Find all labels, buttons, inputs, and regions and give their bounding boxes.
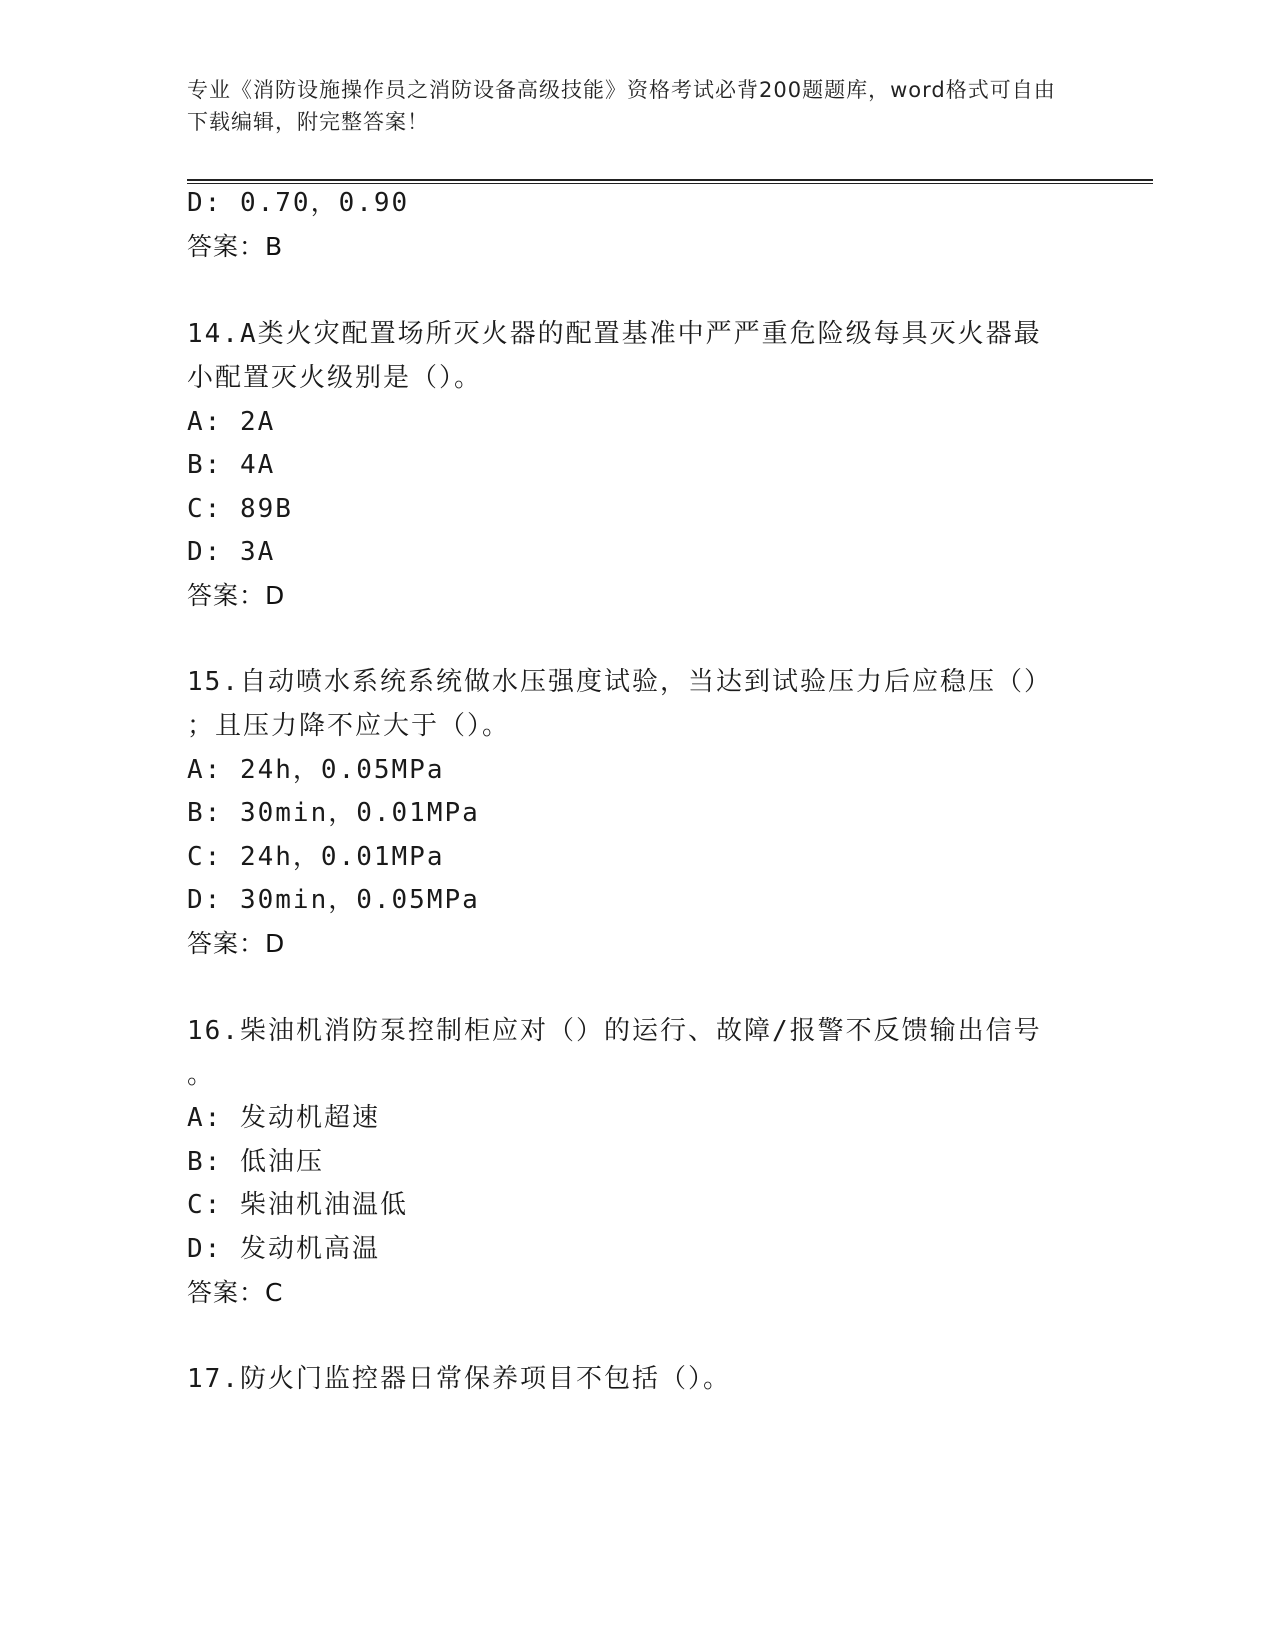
- q14-option-d: D: 3A: [187, 537, 276, 567]
- header-rule-thick: [187, 179, 1153, 181]
- q14-answer: 答案：D: [187, 581, 286, 610]
- q14-option-a: A: 2A: [187, 407, 276, 437]
- q16-option-c: C: 柴油机油温低: [187, 1190, 408, 1220]
- q16-option-a: A: 发动机超速: [187, 1103, 380, 1133]
- prev-option-d: D: 0.70，0.90: [187, 188, 410, 218]
- document-header: 专业《消防设施操作员之消防设备高级技能》资格考试必背200题题库，word格式可自由下载编辑，附完整答案！: [187, 78, 1056, 134]
- q14-stem-line1: 14.A类火灾配置场所灭火器的配置基准中严严重危险级每具灭火器最: [187, 319, 1042, 349]
- q14-option-b: B: 4A: [187, 450, 276, 480]
- q16-stem-line1: 16.柴油机消防泵控制柜应对（）的运行、故障/报警不反馈输出信号: [187, 1016, 1042, 1046]
- q15-stem-line1: 15.自动喷水系统系统做水压强度试验，当达到试验压力后应稳压（）: [187, 667, 1052, 697]
- q14-stem-line2: 小配置灭火级别是（）。: [187, 363, 483, 393]
- q15-stem-line2: ；且压力降不应大于（）。: [187, 711, 511, 741]
- q16-stem-line2: 。: [187, 1060, 216, 1090]
- q15-option-c: C: 24h，0.01MPa: [187, 842, 445, 872]
- q16-answer: 答案：C: [187, 1278, 284, 1307]
- q16-option-d: D: 发动机高温: [187, 1234, 380, 1264]
- q17-stem-line1: 17.防火门监控器日常保养项目不包括（）。: [187, 1364, 731, 1394]
- q15-option-a: A: 24h，0.05MPa: [187, 755, 445, 785]
- header-rule-thin: [187, 183, 1153, 184]
- q16-option-b: B: 低油压: [187, 1147, 324, 1177]
- prev-answer: 答案：B: [187, 232, 284, 261]
- q15-answer: 答案：D: [187, 929, 286, 958]
- q14-option-c: C: 89B: [187, 494, 293, 524]
- q15-option-b: B: 30min，0.01MPa: [187, 798, 480, 828]
- q15-option-d: D: 30min，0.05MPa: [187, 885, 480, 915]
